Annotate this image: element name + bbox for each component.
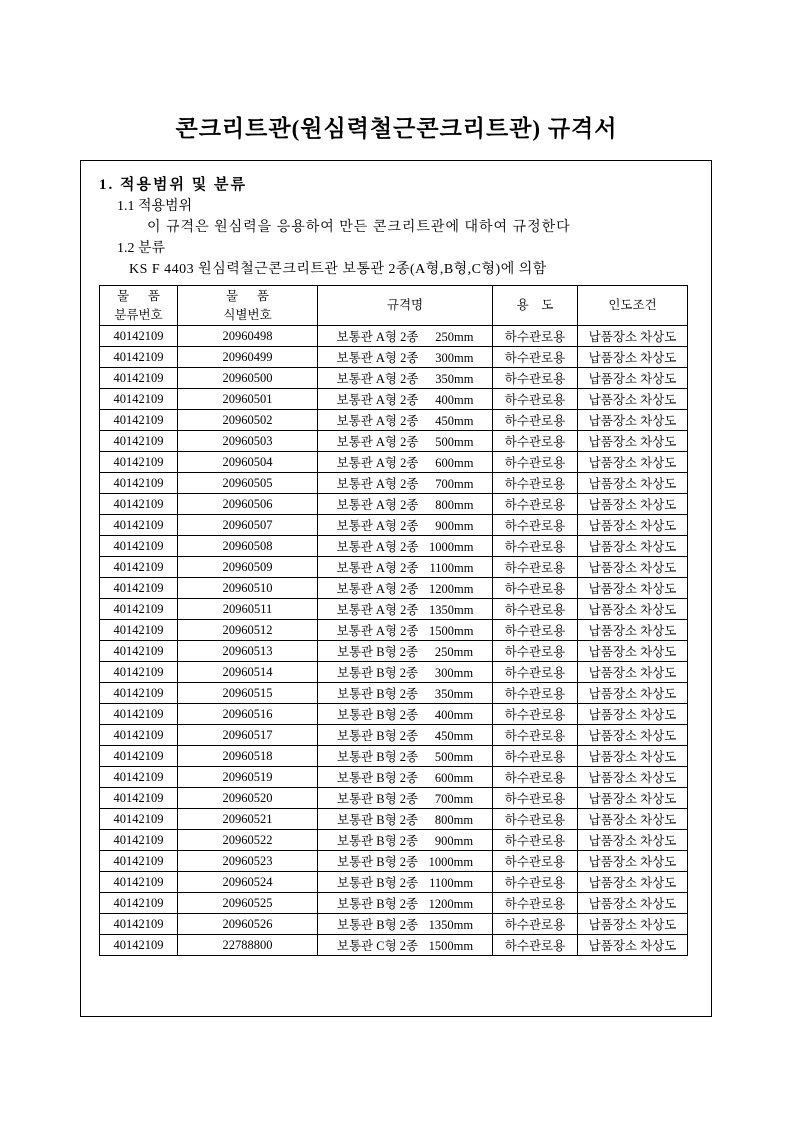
spec-name-text: 보통관 A형 2종 — [336, 477, 419, 491]
cell-delivery-condition: 납품장소 차상도 — [578, 326, 688, 347]
cell-use: 하수관로용 — [493, 683, 578, 704]
cell-use: 하수관로용 — [493, 935, 578, 956]
cell-delivery-condition: 납품장소 차상도 — [578, 662, 688, 683]
spec-name-text: 보통관 B형 2종 — [336, 897, 419, 911]
cell-delivery-condition: 납품장소 차상도 — [578, 872, 688, 893]
cell-delivery-condition: 납품장소 차상도 — [578, 368, 688, 389]
cell-use: 하수관로용 — [493, 431, 578, 452]
cell-delivery-condition: 납품장소 차상도 — [578, 914, 688, 935]
cell-class-number: 40142109 — [100, 494, 178, 515]
spec-size-text: 450mm — [434, 729, 474, 743]
cell-delivery-condition: 납품장소 차상도 — [578, 536, 688, 557]
cell-spec-name — [318, 746, 493, 767]
cell-id-number: 20960509 — [178, 557, 318, 578]
table-row — [100, 599, 688, 620]
cell-spec-name — [318, 389, 493, 410]
cell-use: 하수관로용 — [493, 494, 578, 515]
cell-id-number: 20960524 — [178, 872, 318, 893]
cell-delivery-condition: 납품장소 차상도 — [578, 389, 688, 410]
spec-size-text: 400mm — [435, 393, 474, 407]
table-row — [100, 515, 688, 536]
cell-class-number: 40142109 — [100, 368, 178, 389]
spec-size-text: 1350mm — [429, 603, 474, 617]
spec-name-text: 보통관 B형 2종 — [336, 666, 419, 680]
cell-id-number: 20960500 — [178, 368, 318, 389]
cell-use: 하수관로용 — [493, 725, 578, 746]
cell-id-number: 20960514 — [178, 662, 318, 683]
cell-use: 하수관로용 — [493, 578, 578, 599]
cell-class-number: 40142109 — [100, 620, 178, 641]
cell-use: 하수관로용 — [493, 662, 578, 683]
spec-size-text: 1200mm — [428, 897, 474, 911]
spec-name-text: 보통관 A형 2종 — [336, 330, 419, 344]
cell-delivery-condition: 납품장소 차상도 — [578, 599, 688, 620]
table-row — [100, 746, 688, 767]
cell-use: 하수관로용 — [493, 557, 578, 578]
cell-class-number: 40142109 — [100, 557, 178, 578]
cell-use: 하수관로용 — [493, 914, 578, 935]
table-row — [100, 494, 688, 515]
col-header-delivery — [578, 286, 688, 326]
spec-name-text: 보통관 A형 2종 — [336, 372, 419, 386]
subsection-1-2-label: 1.2 분류 — [117, 241, 166, 256]
cell-delivery-condition: 납품장소 차상도 — [578, 347, 688, 368]
cell-spec-name — [318, 620, 493, 641]
cell-spec-name — [318, 347, 493, 368]
cell-delivery-condition: 납품장소 차상도 — [578, 935, 688, 956]
table-row — [100, 830, 688, 851]
cell-class-number: 40142109 — [100, 578, 178, 599]
cell-use: 하수관로용 — [493, 851, 578, 872]
spec-size-text: 800mm — [435, 498, 474, 512]
spec-name-text: 보통관 A형 2종 — [336, 582, 419, 596]
col-header-use-line1: 용 도 — [516, 298, 554, 312]
spec-name-text: 보통관 B형 2종 — [336, 750, 419, 764]
table-row — [100, 536, 688, 557]
cell-class-number: 40142109 — [100, 725, 178, 746]
cell-spec-name — [318, 452, 493, 473]
cell-use: 하수관로용 — [493, 515, 578, 536]
cell-id-number: 20960508 — [178, 536, 318, 557]
subsection-1-1-body: 이 규격은 원심력을 응용하여 만든 콘크리트관에 대하여 규정한다 — [147, 220, 571, 235]
spec-size-text: 500mm — [434, 750, 474, 764]
cell-use: 하수관로용 — [493, 452, 578, 473]
spec-size-text: 500mm — [435, 435, 474, 449]
spec-size-text: 1100mm — [429, 876, 474, 890]
spec-name-text: 보통관 B형 2종 — [336, 918, 419, 932]
cell-delivery-condition: 납품장소 차상도 — [578, 494, 688, 515]
cell-use: 하수관로용 — [493, 620, 578, 641]
table-row — [100, 557, 688, 578]
cell-id-number: 20960521 — [178, 809, 318, 830]
cell-use: 하수관로용 — [493, 641, 578, 662]
spec-size-text: 600mm — [435, 456, 474, 470]
cell-class-number: 40142109 — [100, 641, 178, 662]
cell-id-number: 20960525 — [178, 893, 318, 914]
spec-size-text: 350mm — [434, 687, 474, 701]
cell-class-number: 40142109 — [100, 662, 178, 683]
cell-spec-name — [318, 578, 493, 599]
spec-name-text: 보통관 A형 2종 — [336, 624, 419, 638]
cell-delivery-condition: 납품장소 차상도 — [578, 557, 688, 578]
cell-class-number: 40142109 — [100, 767, 178, 788]
spec-size-text: 400mm — [434, 708, 474, 722]
cell-id-number: 20960512 — [178, 620, 318, 641]
table-row — [100, 725, 688, 746]
cell-spec-name — [318, 368, 493, 389]
spec-name-text: 보통관 A형 2종 — [336, 519, 419, 533]
spec-name-text: 보통관 A형 2종 — [336, 414, 419, 428]
cell-delivery-condition: 납품장소 차상도 — [578, 431, 688, 452]
spec-name-text: 보통관 B형 2종 — [336, 834, 419, 848]
col-header-class-no — [100, 286, 178, 326]
table-row — [100, 473, 688, 494]
cell-class-number: 40142109 — [100, 599, 178, 620]
table-row — [100, 641, 688, 662]
spec-size-text: 600mm — [434, 771, 474, 785]
cell-class-number: 40142109 — [100, 809, 178, 830]
cell-class-number: 40142109 — [100, 893, 178, 914]
spec-size-text: 700mm — [434, 792, 474, 806]
table-row — [100, 809, 688, 830]
cell-class-number: 40142109 — [100, 431, 178, 452]
cell-delivery-condition: 납품장소 차상도 — [578, 578, 688, 599]
spec-name-text: 보통관 A형 2종 — [336, 603, 419, 617]
cell-spec-name — [318, 809, 493, 830]
cell-delivery-condition: 납품장소 차상도 — [578, 620, 688, 641]
spec-size-text: 1500mm — [429, 624, 474, 638]
cell-id-number: 20960520 — [178, 788, 318, 809]
cell-class-number: 40142109 — [100, 452, 178, 473]
cell-use: 하수관로용 — [493, 767, 578, 788]
cell-delivery-condition: 납품장소 차상도 — [578, 725, 688, 746]
table-row — [100, 578, 688, 599]
spec-name-text: 보통관 A형 2종 — [336, 561, 419, 575]
col-header-class-no-line2: 분류번호 — [114, 307, 163, 322]
cell-spec-name — [318, 914, 493, 935]
cell-spec-name — [318, 935, 493, 956]
cell-delivery-condition: 납품장소 차상도 — [578, 788, 688, 809]
cell-delivery-condition: 납품장소 차상도 — [578, 746, 688, 767]
cell-class-number: 40142109 — [100, 830, 178, 851]
col-header-id-no — [178, 286, 318, 326]
cell-use: 하수관로용 — [493, 830, 578, 851]
cell-id-number: 20960504 — [178, 452, 318, 473]
cell-id-number: 20960498 — [178, 326, 318, 347]
spec-size-text: 900mm — [434, 834, 474, 848]
cell-id-number: 20960503 — [178, 431, 318, 452]
spec-name-text: 보통관 B형 2종 — [336, 855, 419, 869]
spec-name-text: 보통관 B형 2종 — [336, 687, 419, 701]
spec-name-text: 보통관 C형 2종 — [336, 939, 419, 953]
cell-id-number: 20960519 — [178, 767, 318, 788]
header-row — [100, 286, 688, 326]
subsection-1-2-body: KS F 4403 원심력철근콘크리트관 보통관 2종(A형,B형,C형)에 의함 — [129, 262, 547, 277]
table-row — [100, 893, 688, 914]
spec-size-text: 450mm — [435, 414, 474, 428]
col-header-id-no-line2: 식별번호 — [223, 307, 272, 322]
cell-delivery-condition: 납품장소 차상도 — [578, 473, 688, 494]
table-row — [100, 683, 688, 704]
cell-class-number: 40142109 — [100, 683, 178, 704]
spec-name-text: 보통관 A형 2종 — [336, 540, 419, 554]
cell-id-number: 20960523 — [178, 851, 318, 872]
cell-spec-name — [318, 494, 493, 515]
cell-use: 하수관로용 — [493, 746, 578, 767]
col-header-spec-name-line1: 규격명 — [386, 298, 424, 312]
spec-name-text: 보통관 A형 2종 — [336, 393, 419, 407]
cell-class-number: 40142109 — [100, 851, 178, 872]
table-row — [100, 704, 688, 725]
cell-class-number: 40142109 — [100, 872, 178, 893]
spec-name-text: 보통관 A형 2종 — [336, 351, 419, 365]
cell-use: 하수관로용 — [493, 536, 578, 557]
spec-name-text: 보통관 B형 2종 — [336, 813, 419, 827]
col-header-class-no-line1: 물 품 — [117, 288, 160, 303]
spec-size-text: 1200mm — [429, 582, 474, 596]
cell-id-number: 20960518 — [178, 746, 318, 767]
spec-size-text: 1350mm — [428, 918, 474, 932]
cell-delivery-condition: 납품장소 차상도 — [578, 452, 688, 473]
cell-use: 하수관로용 — [493, 410, 578, 431]
table-row — [100, 347, 688, 368]
cell-delivery-condition: 납품장소 차상도 — [578, 704, 688, 725]
cell-use: 하수관로용 — [493, 326, 578, 347]
cell-use: 하수관로용 — [493, 788, 578, 809]
cell-id-number: 20960502 — [178, 410, 318, 431]
cell-delivery-condition: 납품장소 차상도 — [578, 851, 688, 872]
cell-id-number: 20960499 — [178, 347, 318, 368]
col-header-use — [493, 286, 578, 326]
cell-spec-name — [318, 683, 493, 704]
cell-id-number: 20960505 — [178, 473, 318, 494]
section-heading: 1. 적용범위 및 분류 — [99, 177, 247, 193]
spec-table — [99, 285, 688, 956]
spec-size-text: 800mm — [434, 813, 474, 827]
table-row — [100, 788, 688, 809]
cell-class-number: 40142109 — [100, 515, 178, 536]
spec-name-text: 보통관 B형 2종 — [336, 645, 419, 659]
cell-spec-name — [318, 410, 493, 431]
cell-spec-name — [318, 872, 493, 893]
spec-size-text: 1500mm — [428, 939, 474, 953]
cell-delivery-condition: 납품장소 차상도 — [578, 767, 688, 788]
cell-use: 하수관로용 — [493, 389, 578, 410]
cell-class-number: 40142109 — [100, 410, 178, 431]
cell-spec-name — [318, 536, 493, 557]
table-row — [100, 767, 688, 788]
cell-spec-name — [318, 725, 493, 746]
cell-id-number: 20960507 — [178, 515, 318, 536]
cell-spec-name — [318, 515, 493, 536]
cell-use: 하수관로용 — [493, 599, 578, 620]
cell-delivery-condition: 납품장소 차상도 — [578, 641, 688, 662]
cell-spec-name — [318, 641, 493, 662]
cell-spec-name — [318, 893, 493, 914]
cell-id-number: 20960515 — [178, 683, 318, 704]
table-row — [100, 368, 688, 389]
spec-name-text: 보통관 A형 2종 — [336, 456, 419, 470]
col-header-id-no-line1: 물 품 — [226, 288, 269, 303]
table-row — [100, 389, 688, 410]
cell-delivery-condition: 납품장소 차상도 — [578, 410, 688, 431]
cell-class-number: 40142109 — [100, 389, 178, 410]
spec-size-text: 300mm — [434, 666, 474, 680]
cell-delivery-condition: 납품장소 차상도 — [578, 515, 688, 536]
cell-id-number: 20960516 — [178, 704, 318, 725]
cell-spec-name — [318, 662, 493, 683]
spec-size-text: 1000mm — [428, 855, 474, 869]
spec-name-text: 보통관 A형 2종 — [336, 435, 419, 449]
cell-class-number: 40142109 — [100, 473, 178, 494]
cell-use: 하수관로용 — [493, 347, 578, 368]
cell-use: 하수관로용 — [493, 893, 578, 914]
cell-spec-name — [318, 788, 493, 809]
cell-id-number: 20960513 — [178, 641, 318, 662]
cell-spec-name — [318, 767, 493, 788]
cell-spec-name — [318, 473, 493, 494]
table-row — [100, 410, 688, 431]
spec-name-text: 보통관 B형 2종 — [336, 876, 419, 890]
spec-name-text: 보통관 B형 2종 — [336, 771, 419, 785]
cell-spec-name — [318, 704, 493, 725]
spec-size-text: 350mm — [435, 372, 474, 386]
spec-size-text: 1100mm — [429, 561, 474, 575]
spec-size-text: 250mm — [434, 645, 474, 659]
cell-spec-name — [318, 557, 493, 578]
content-box — [80, 160, 712, 1017]
spec-name-text: 보통관 B형 2종 — [336, 792, 419, 806]
spec-name-text: 보통관 B형 2종 — [336, 729, 419, 743]
cell-class-number: 40142109 — [100, 326, 178, 347]
cell-use: 하수관로용 — [493, 368, 578, 389]
cell-class-number: 40142109 — [100, 788, 178, 809]
table-row — [100, 662, 688, 683]
cell-spec-name — [318, 830, 493, 851]
cell-class-number: 40142109 — [100, 746, 178, 767]
spec-size-text: 700mm — [435, 477, 474, 491]
cell-id-number: 22788800 — [178, 935, 318, 956]
cell-use: 하수관로용 — [493, 704, 578, 725]
cell-class-number: 40142109 — [100, 347, 178, 368]
cell-use: 하수관로용 — [493, 809, 578, 830]
col-header-delivery-line1: 인도조건 — [608, 298, 657, 312]
subsection-1-1-label: 1.1 적용범위 — [117, 199, 193, 214]
cell-class-number: 40142109 — [100, 536, 178, 557]
table-row — [100, 935, 688, 956]
spec-size-text: 900mm — [435, 519, 474, 533]
cell-id-number: 20960510 — [178, 578, 318, 599]
spec-size-text: 250mm — [435, 330, 474, 344]
table-row — [100, 326, 688, 347]
cell-spec-name — [318, 431, 493, 452]
table-row — [100, 620, 688, 641]
cell-id-number: 20960506 — [178, 494, 318, 515]
cell-class-number: 40142109 — [100, 914, 178, 935]
cell-delivery-condition: 납품장소 차상도 — [578, 893, 688, 914]
cell-use: 하수관로용 — [493, 872, 578, 893]
table-row — [100, 851, 688, 872]
cell-delivery-condition: 납품장소 차상도 — [578, 830, 688, 851]
cell-id-number: 20960501 — [178, 389, 318, 410]
cell-spec-name — [318, 599, 493, 620]
cell-class-number: 40142109 — [100, 704, 178, 725]
table-row — [100, 431, 688, 452]
spec-name-text: 보통관 B형 2종 — [336, 708, 419, 722]
cell-delivery-condition: 납품장소 차상도 — [578, 683, 688, 704]
cell-id-number: 20960522 — [178, 830, 318, 851]
spec-size-text: 1000mm — [429, 540, 474, 554]
spec-size-text: 300mm — [435, 351, 474, 365]
spec-table-header — [100, 286, 688, 326]
document-title: 콘크리트관(원심력철근콘크리트관) 규격서 — [175, 116, 618, 141]
cell-id-number: 20960511 — [178, 599, 318, 620]
cell-id-number: 20960526 — [178, 914, 318, 935]
cell-spec-name — [318, 851, 493, 872]
table-row — [100, 452, 688, 473]
table-row — [100, 914, 688, 935]
table-row — [100, 872, 688, 893]
cell-class-number: 40142109 — [100, 935, 178, 956]
cell-delivery-condition: 납품장소 차상도 — [578, 809, 688, 830]
spec-name-text: 보통관 A형 2종 — [336, 498, 419, 512]
cell-use: 하수관로용 — [493, 473, 578, 494]
cell-id-number: 20960517 — [178, 725, 318, 746]
col-header-spec-name — [318, 286, 493, 326]
cell-spec-name — [318, 326, 493, 347]
spec-table-body — [100, 326, 688, 956]
